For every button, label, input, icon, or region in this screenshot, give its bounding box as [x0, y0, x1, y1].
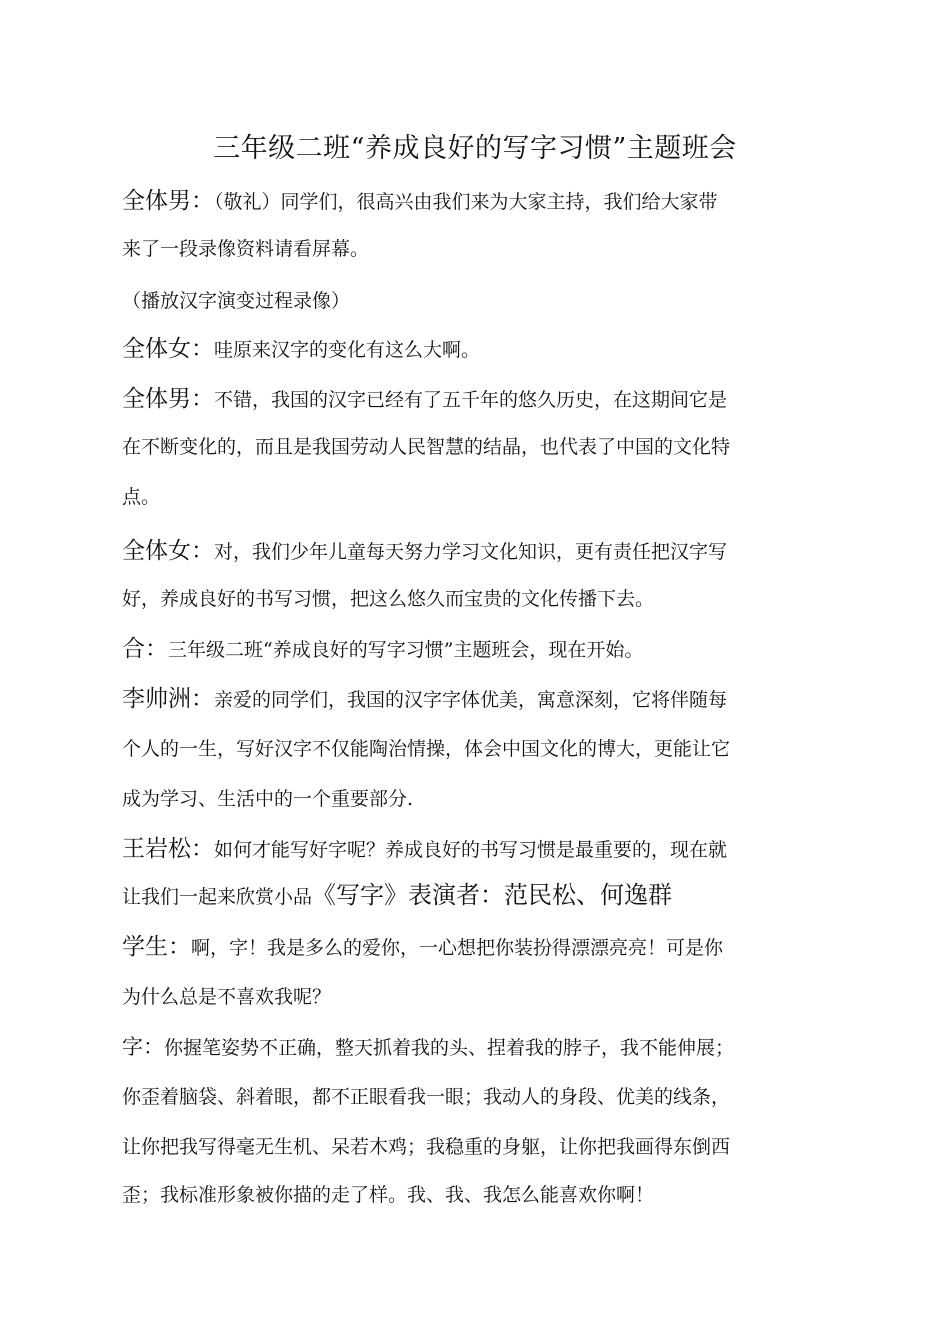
dialogue-line — [122, 334, 842, 365]
line-text: 不错，我国的汉字已经有了五千年的悠久历史，在这期间它是 — [214, 389, 728, 411]
speaker-label: 王岩松： — [122, 836, 214, 862]
speaker-label: 字： — [122, 1035, 164, 1059]
line-text: 你握笔姿势不正确，整天抓着我的头、捏着我的脖子，我不能伸展； — [164, 1037, 735, 1059]
line-text: 成为学习、生活中的一个重要部分. — [122, 788, 414, 810]
dialogue-line — [122, 1032, 842, 1063]
dialogue-line — [122, 286, 842, 316]
document-title: 三年级二班“养成良好的写字习惯”主题班会 — [213, 133, 737, 164]
line-text: 让我们一起来欣赏小品 — [122, 886, 313, 908]
dialogue-line — [122, 880, 842, 912]
dialogue-line — [122, 432, 842, 462]
dialogue-line — [122, 784, 842, 814]
line-text: （播放汉字演变过程录像） — [122, 290, 351, 312]
dialogue-line — [122, 482, 842, 512]
line-text: 哇原来汉字的变化有这么大啊。 — [214, 339, 481, 361]
line-text: 个人的一生，写好汉字不仅能陶治情操，体会中国文化的博大，更能让它 — [122, 738, 731, 760]
line-text: 如何才能写好字呢？养成良好的书写习惯是最重要的，现在就 — [214, 839, 728, 861]
line-text: 你歪着脑袋、斜着眼，都不正眼看我一眼；我动人的身段、优美的线条， — [122, 1086, 731, 1108]
speaker-label: 李帅洲： — [122, 686, 214, 712]
skit-announcement: 《写字》表演者：范民松、何逸群 — [312, 881, 673, 909]
line-text: 啊，字！我是多么的爱你，一心想把你装扮得漂漂亮亮！可是你 — [191, 937, 724, 959]
dialogue-line — [122, 1082, 842, 1112]
dialogue-line — [122, 234, 842, 264]
line-text: 点。 — [122, 486, 161, 508]
line-text: 三年级二班“养成良好的写字习惯”主题班会，现在开始。 — [168, 639, 644, 661]
dialogue-line — [122, 536, 842, 567]
speaker-label: 全体女： — [122, 538, 214, 564]
dialogue-line — [122, 186, 842, 217]
line-text: 对，我们少年儿童每天努力学习文化知识，更有责任把汉字写 — [214, 541, 728, 563]
dialogue-line — [122, 1180, 842, 1210]
dialogue-line — [122, 584, 842, 614]
line-text: （敬礼）同学们，很高兴由我们来为大家主持，我们给大家带 — [214, 191, 718, 213]
dialogue-line — [122, 734, 842, 764]
dialogue-line — [122, 634, 842, 665]
dialogue-line — [122, 834, 842, 865]
dialogue-line — [122, 982, 842, 1012]
dialogue-line — [122, 932, 842, 963]
line-text: 歪；我标准形象被你描的走了样。我、我、我怎么能喜欢你啊！ — [122, 1184, 655, 1206]
line-text: 来了一段录像资料请看屏幕。 — [122, 238, 370, 260]
line-text: 亲爱的同学们，我国的汉字字体优美，寓意深刻，它将伴随每 — [214, 689, 728, 711]
speaker-label: 全体女： — [122, 336, 214, 362]
speaker-label: 全体男： — [122, 386, 214, 412]
dialogue-line — [122, 1132, 842, 1162]
speaker-label: 学生： — [122, 934, 191, 960]
dialogue-line — [122, 684, 842, 715]
speaker-label: 合： — [122, 636, 168, 662]
speaker-label: 全体男： — [122, 188, 214, 214]
line-text: 为什么总是不喜欢我呢？ — [122, 986, 332, 1008]
line-text: 在不断变化的，而且是我国劳动人民智慧的结晶，也代表了中国的文化特 — [122, 436, 731, 458]
line-text: 好，养成良好的书写习惯，把这么悠久而宝贵的文化传播下去。 — [122, 588, 655, 610]
line-text: 让你把我写得毫无生机、呆若木鸡；我稳重的身躯，让你把我画得东倒西 — [122, 1136, 731, 1158]
dialogue-line — [122, 384, 842, 415]
